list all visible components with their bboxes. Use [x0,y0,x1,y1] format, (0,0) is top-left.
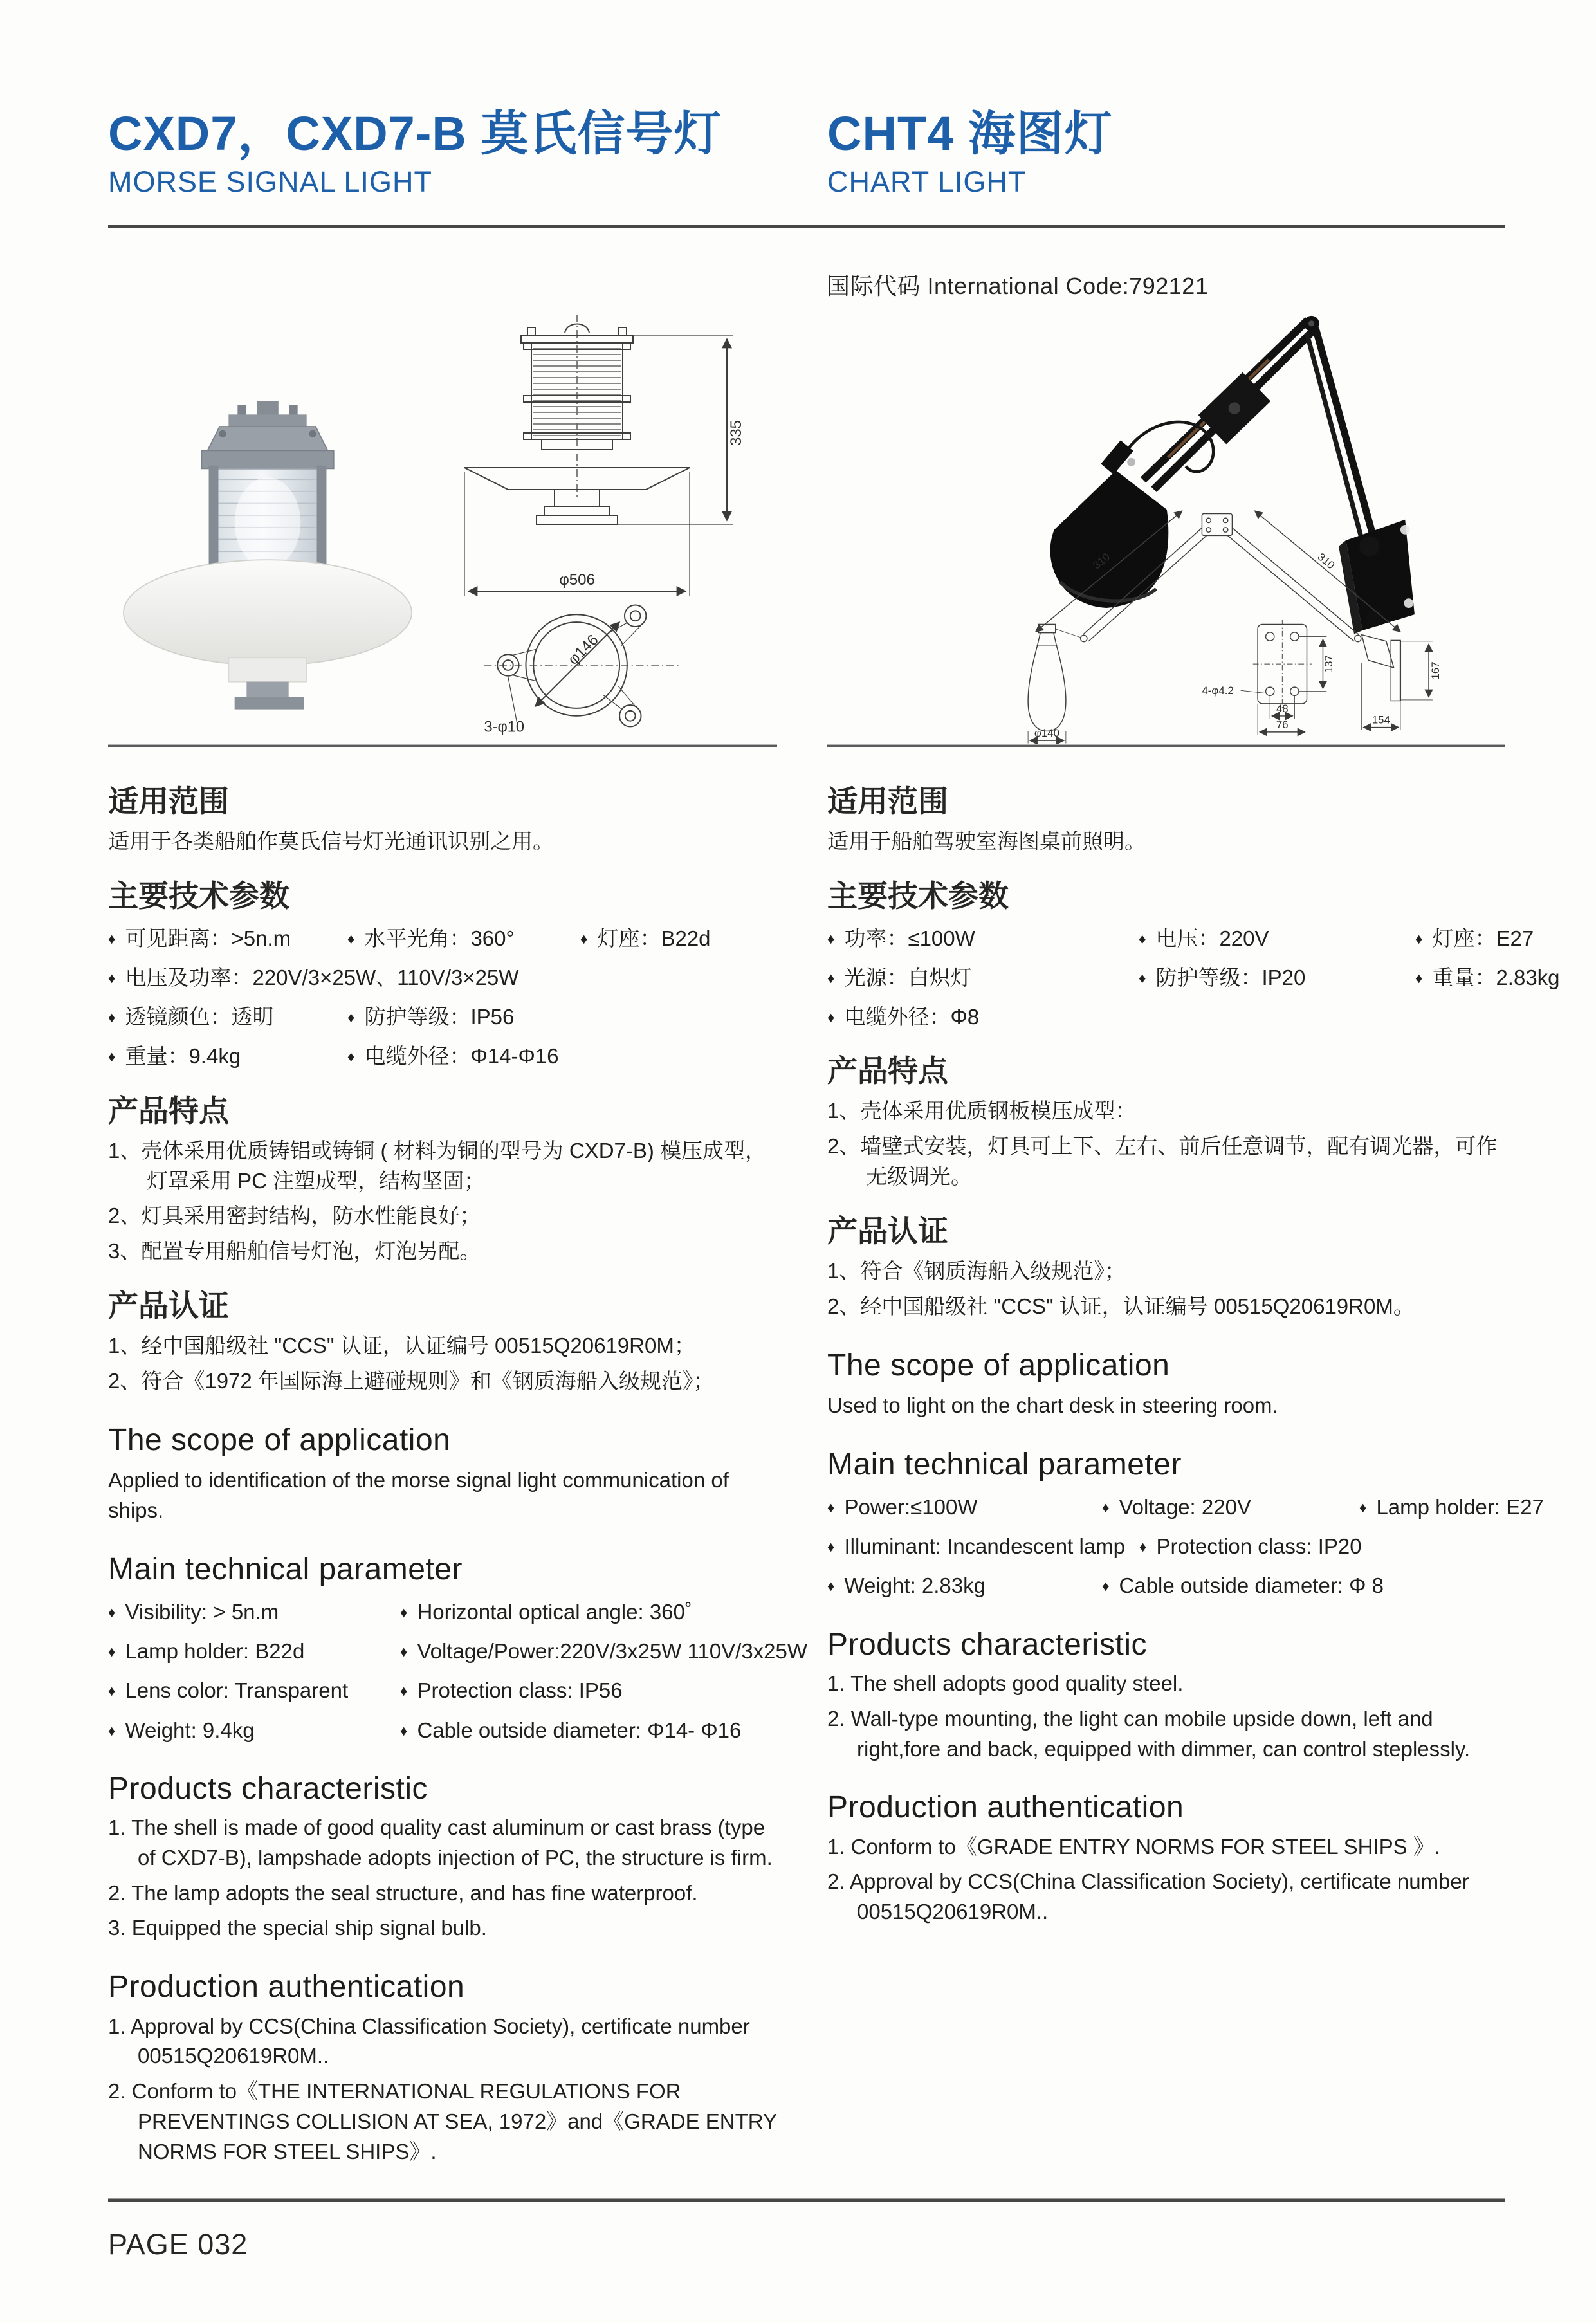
right-column-divider [827,744,1505,747]
left-cert-title-en: Production authentication [108,1970,465,2005]
spec-item: ♦ 功率：≤100W [827,924,1139,953]
right-params-zh [827,924,1560,1033]
spec-item: ♦ Visibility: > 5n.m [108,1597,400,1627]
list-item: 1、符合《钢质海船入级规范》； [827,1259,1126,1283]
list-item: 2、墙壁式安装，灯具可上下、左右、前后任意调节，配有调光器，可作无级调光。 [827,1134,1498,1189]
dim-label-hole-span: 48 [1276,702,1289,715]
dim-label-bracket-height: 167 [1429,661,1442,680]
right-product-title-en: CHART LIGHT [827,165,1027,198]
dim-label-holes: 3-φ10 [484,719,525,736]
spec-item: ♦ 灯座：B22d [580,924,725,953]
right-params-en [827,1492,1544,1601]
param-row [108,1676,777,1705]
right-cert-zh [827,1256,1505,1322]
spec-item: ♦ Cable outside diameter: Φ 8 [1102,1571,1398,1601]
left-product-title-block [108,108,777,196]
right-scope-title-en: The scope of application [827,1348,1170,1382]
spec-item: ♦ 重量：2.83kg [1415,963,1574,993]
bottom-divider [108,2198,1505,2202]
spec-item: ♦ 电缆外径：Φ8 [827,1002,1139,1032]
morse-light-flange-drawing [473,586,692,744]
spec-item: ♦ Illuminant: Incandescent lamp [827,1532,1139,1561]
right-scope-title-zh: 适用范围 [827,784,948,818]
right-features-title-zh: 产品特点 [827,1054,948,1088]
chart-light-dimension-drawing [988,484,1503,744]
spec-item: ♦ Protection class: IP20 [1139,1532,1397,1561]
left-product-title-en: MORSE SIGNAL LIGHT [108,165,432,198]
spec-item: ♦ Lens color: Transparent [108,1676,400,1705]
spec-item: ♦ Weight: 9.4kg [108,1716,400,1745]
list-item: 3. Equipped the special ship signal bulb. [108,1916,487,1940]
param-row [827,1532,1505,1561]
list-item: 2、符合《1972 年国际海上避碰规则》和《钢质海船入级规范》； [108,1369,715,1393]
international-code: 国际代码 International Code:792121 [827,272,1209,299]
list-item: 1. Approval by CCS(China Classification Society), certificate number 00515Q20619R0M.. [108,2014,750,2068]
left-scope-title-zh: 适用范围 [108,784,229,818]
dim-label-bracket-depth: 154 [1371,713,1390,726]
param-row [108,1002,777,1032]
right-product-details [827,749,1560,2172]
spec-item: ♦ Protection class: IP56 [400,1676,637,1705]
list-item: 1. The shell is made of good quality cast aluminum or cast brass (type of CXD7-B), lampshade adopts injection of PC, the structure is firm. [108,1815,773,1869]
spec-item: ♦ 电压：220V [1139,924,1415,953]
dim-label-bolt-circle: φ146 [565,631,602,668]
dim-label-plate-height: 137 [1323,654,1335,674]
param-row [827,1002,1505,1032]
spec-item: ♦ 防护等级：IP20 [1139,963,1415,993]
left-scope-body-en: Applied to identification of the morse signal light communication of ships. [108,1468,729,1522]
left-product-details [108,749,808,2172]
right-features-title-en: Products characteristic [827,1627,1148,1662]
spec-item: ♦ Cable outside diameter: Φ14- Φ16 [400,1716,755,1745]
param-row [108,1716,777,1745]
list-item: 3、配置专用船舶信号灯泡，灯泡另配。 [108,1239,481,1263]
param-row [108,1042,777,1071]
list-item: 1、经中国船级社 "CCS" 认证，认证编号 00515Q20619R0M； [108,1334,695,1358]
list-item: 2. The lamp adopts the seal structure, and has fine waterproof. [108,1880,698,1905]
left-cert-en [108,2012,777,2167]
right-cert-en [827,1832,1505,1928]
dim-label-base-diameter: φ506 [559,571,595,589]
left-features-title-en: Products characteristic [108,1771,428,1806]
list-item: 2、经中国船级社 "CCS" 认证，认证编号 00515Q20619R0M。 [827,1294,1415,1318]
spec-item: ♦ Lamp holder: E27 [1359,1492,1558,1522]
left-cert-zh [108,1331,777,1397]
left-params-en [108,1597,808,1745]
right-cert-title-zh: 产品认证 [827,1214,948,1249]
param-row [827,924,1534,953]
left-scope-body-zh: 适用于各类船舶作莫氏信号灯光通讯识别之用。 [108,829,554,853]
spec-item: ♦ 重量：9.4kg [108,1042,347,1071]
list-item: 2. Approval by CCS(China Classification Society), certificate number 00515Q20619R0M.. [827,1869,1469,1924]
header [108,108,1505,196]
param-row [108,924,777,953]
list-item: 1. The shell adopts good quality steel. [827,1671,1184,1695]
list-item: 2. Wall-type mounting, the light can mobile upside down, left and right,fore and back, equipped with dimmer, can control steplessly. [827,1706,1471,1761]
dim-label-arm-right: 310 [1315,550,1337,572]
param-row [108,1637,808,1666]
details-columns [108,749,1560,2172]
right-params-title-en: Main technical parameter [827,1447,1182,1482]
spec-item: ♦ 防护等级：IP56 [347,1002,580,1032]
param-row [827,1571,1505,1601]
list-item: 1、壳体采用优质铸铝或铸铜 ( 材料为铜的型号为 CXD7-B) 模压成型，灯罩采用 PC 注塑成型，结构坚固； [108,1138,767,1193]
right-product-title-block [827,108,1505,196]
right-params-title-zh: 主要技术参数 [827,878,1009,913]
right-features-en [827,1669,1505,1765]
right-cert-title-en: Production authentication [827,1790,1184,1825]
left-params-zh [108,924,777,1072]
spec-item: ♦ 电缆外径：Φ14-Φ16 [347,1042,580,1071]
morse-light-photo [112,354,423,715]
spec-item: ♦ 可见距离：>5n.m [108,924,347,953]
reflector-disc [124,560,412,709]
spec-item: ♦ 光源：白炽灯 [827,963,1139,993]
spec-item: ♦ Voltage: 220V [1102,1492,1359,1522]
dim-label-shade-diameter: φ140 [1034,727,1060,740]
left-params-title-zh: 主要技术参数 [108,878,289,913]
list-item: 1、壳体采用优质钢板模压成型： [827,1099,1137,1123]
spec-item: ♦ Power:≤100W [827,1492,1102,1522]
morse-light-side-drawing [445,306,748,621]
spec-item: ♦ 透镜颜色：透明 [108,1002,347,1032]
spec-item: ♦ 灯座：E27 [1415,924,1548,953]
list-item: 1. Conform to《GRADE ENTRY NORMS FOR STEEL SHIPS 》. [827,1834,1440,1859]
left-features-en [108,1813,777,1943]
list-item: 2. Conform to《THE INTERNATIONAL REGULATIONS FOR PREVENTINGS COLLISION AT SEA, 1972》and《GRADE ENTRY NORMS FOR STEEL SHIPS》. [108,2079,777,2163]
dim-label-height: 335 [728,419,745,446]
spec-item: ♦ Voltage/Power:220V/3x25W 110V/3x25W [400,1637,821,1666]
left-scope-title-en: The scope of application [108,1422,451,1457]
spec-item: ♦ Weight: 2.83kg [827,1571,1102,1601]
param-row [827,963,1560,993]
page-number: PAGE 032 [108,2227,248,2261]
left-column-divider [108,744,777,747]
left-params-title-en: Main technical parameter [108,1552,463,1586]
left-features-zh [108,1136,777,1267]
spec-item: ♦ Horizontal optical angle: 360˚ [400,1597,706,1627]
right-product-title-zh: CHT4 海图灯 [827,107,1113,160]
left-cert-title-zh: 产品认证 [108,1289,229,1323]
spec-item: ♦ 水平光角：360° [347,924,580,953]
param-row [827,1492,1544,1522]
right-scope-body-zh: 适用于船舶驾驶室海图桌前照明。 [827,829,1146,853]
figures-row [108,228,1505,744]
dim-label-arm-left: 310 [1090,550,1112,572]
dim-label-plate-width: 76 [1276,718,1289,731]
footer [108,2172,1505,2261]
right-features-zh [827,1096,1505,1192]
list-item: 2、灯具采用密封结构，防水性能良好； [108,1204,481,1228]
param-row [108,1597,777,1627]
mid-dividers [108,744,1505,747]
right-scope-body-en: Used to light on the chart desk in steering room. [827,1393,1278,1417]
dim-label-plate-holes: 4-φ4.2 [1202,684,1234,697]
left-features-title-zh: 产品特点 [108,1093,229,1128]
spec-item: ♦ 电压及功率：220V/3×25W、110V/3×25W [108,963,533,993]
left-product-title-zh: CXD7，CXD7-B 莫氏信号灯 [108,107,722,160]
param-row [108,963,777,993]
spec-item: ♦ Lamp holder: B22d [108,1637,400,1666]
